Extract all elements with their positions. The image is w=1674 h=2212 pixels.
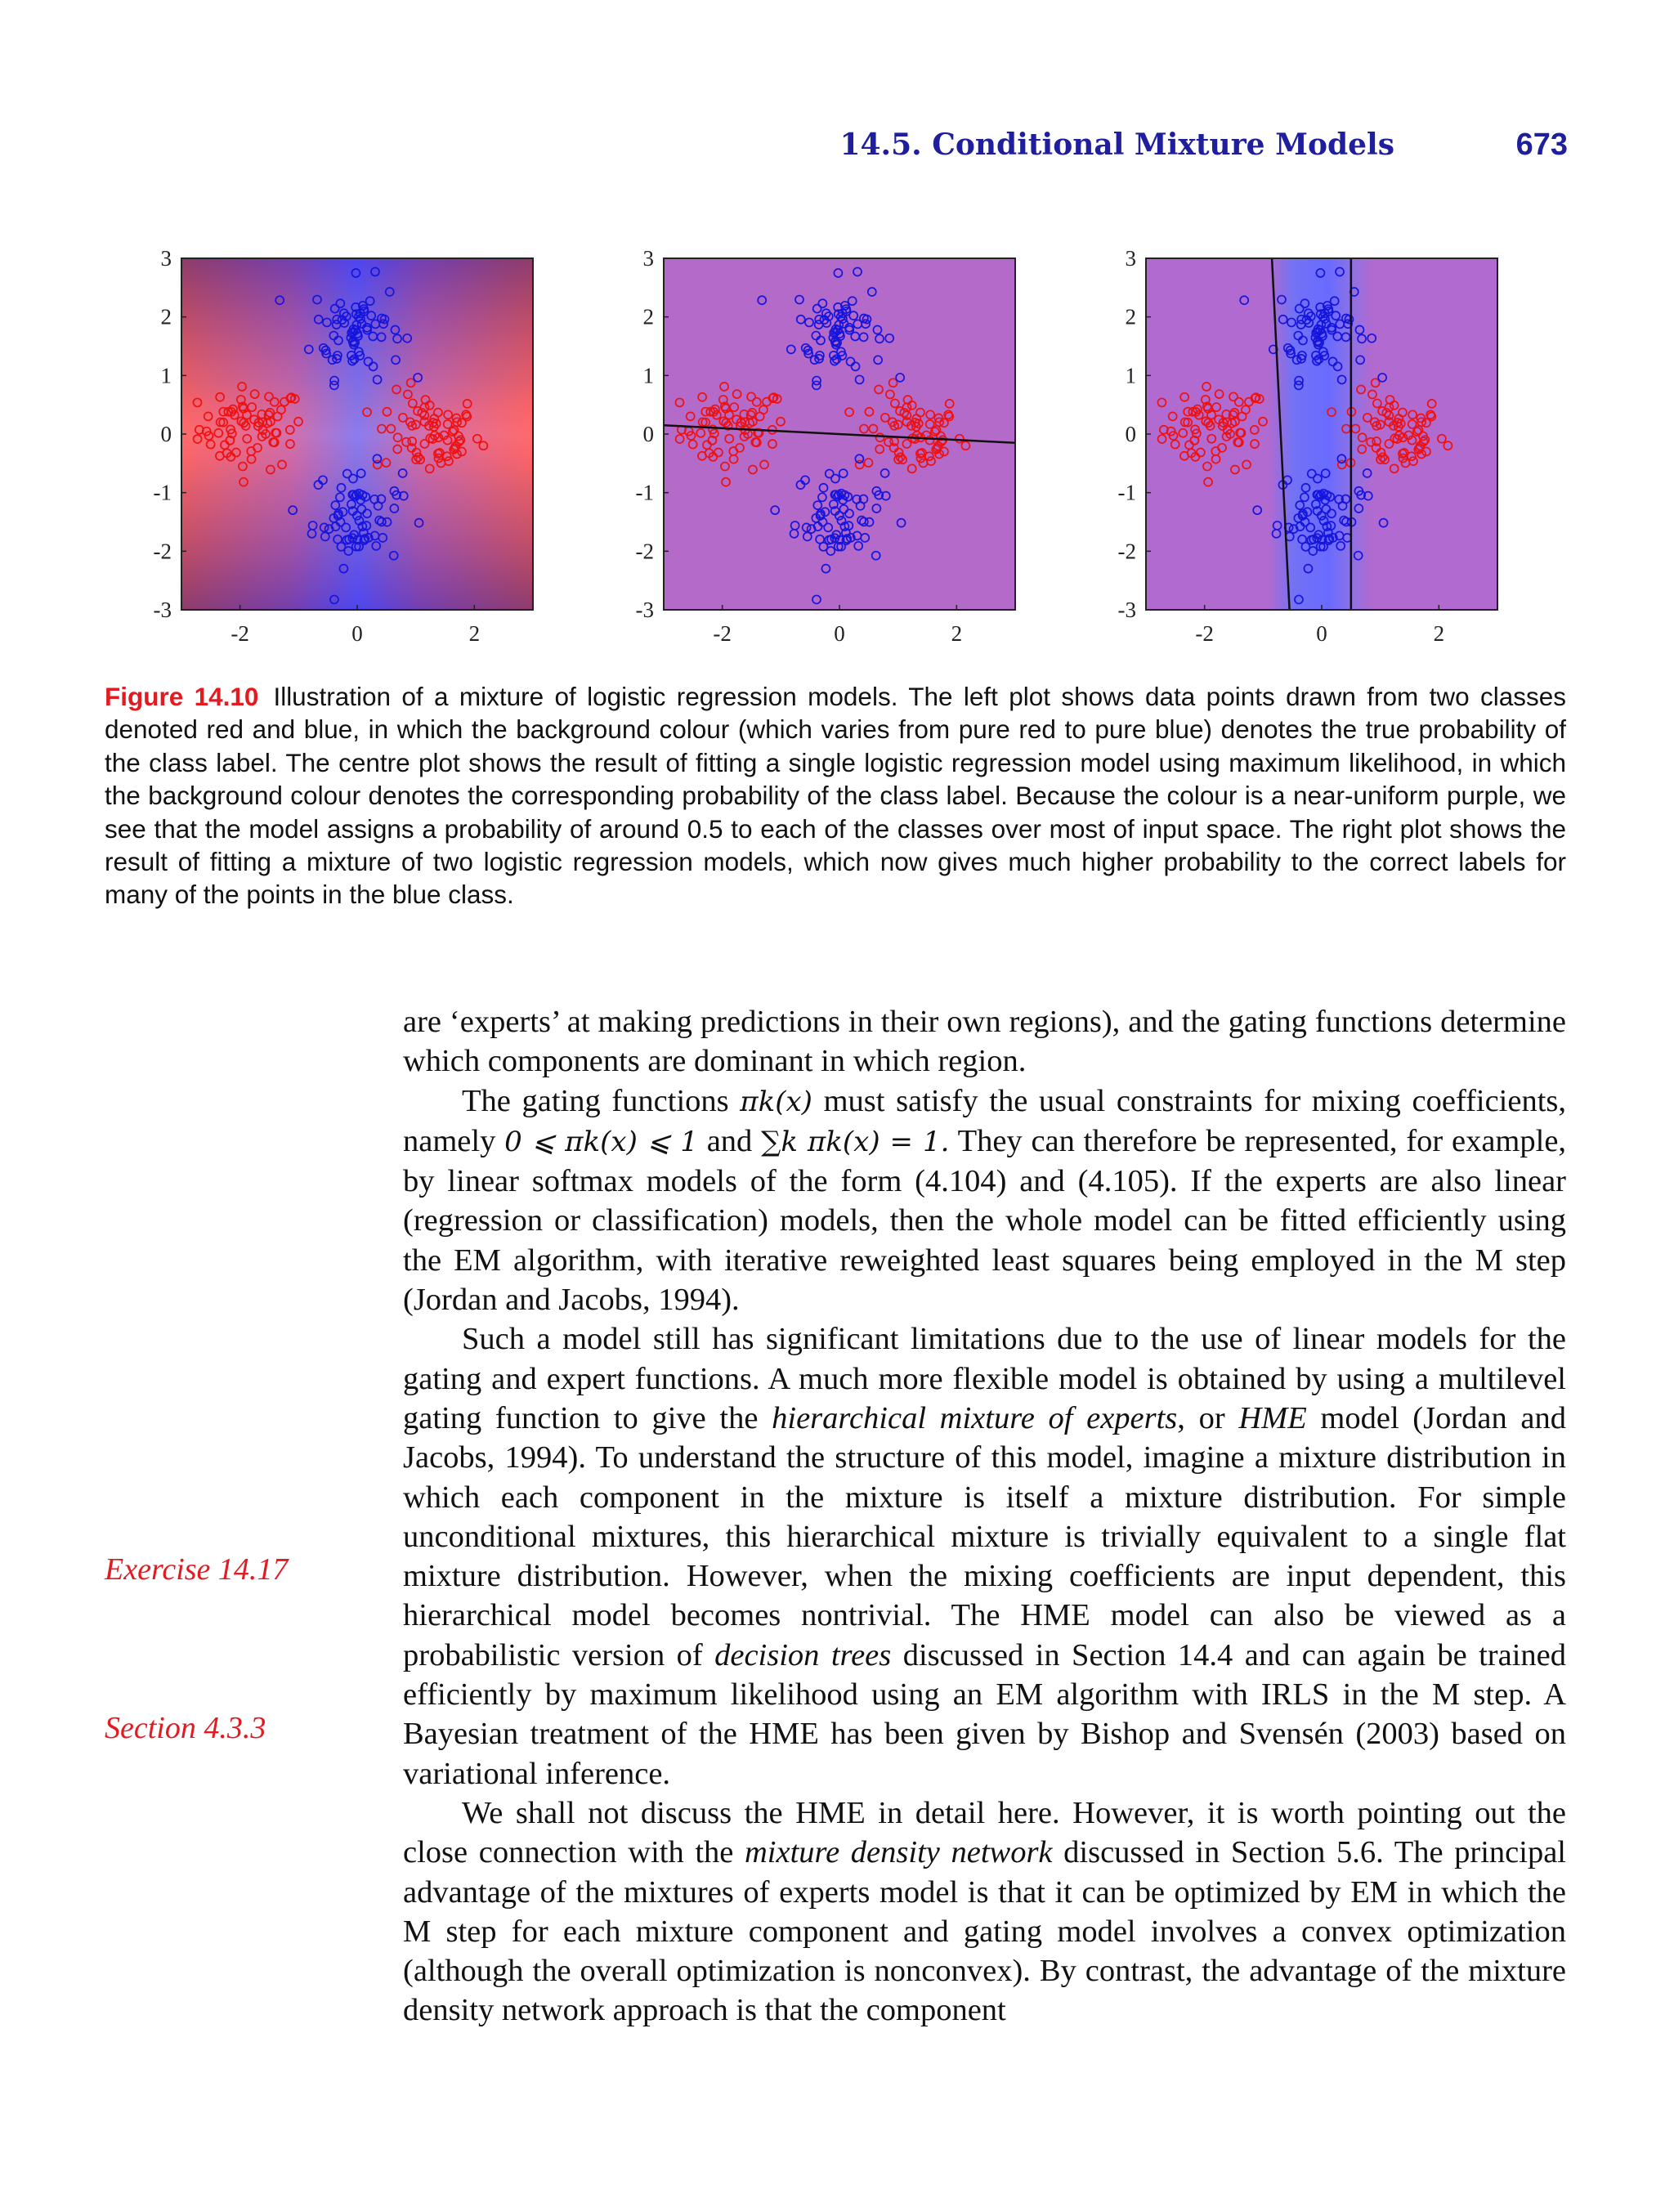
y-tick-label: 1	[160, 363, 172, 388]
y-tick-label: -2	[153, 539, 172, 564]
y-tick-label: 3	[160, 246, 172, 271]
y-tick-label: -3	[153, 598, 172, 622]
y-tick-label: -1	[1117, 480, 1136, 505]
x-tick-label: 2	[951, 621, 963, 646]
math-sum: ∑k πk(x) = 1.	[761, 1125, 950, 1158]
term-mdn: mixture density network	[745, 1835, 1053, 1870]
y-tick-label: 2	[642, 304, 654, 329]
x-tick-label: 2	[1433, 621, 1445, 646]
y-tick-label: 3	[1125, 246, 1136, 271]
x-tick-label: 0	[351, 621, 363, 646]
p2-text-a: The gating functions	[462, 1083, 729, 1118]
term-hme-full: hierarchical mixture of experts	[772, 1400, 1178, 1435]
term-decision-trees: decision trees	[714, 1637, 892, 1672]
figure-label: Figure 14.10	[105, 682, 259, 711]
figure-caption	[105, 680, 1566, 911]
paragraph-1: are ‘experts’ at making predictions in their own regions), and the gating functions determine which components are dominant in which region.	[403, 1005, 1566, 1079]
page-number: 673	[1515, 128, 1568, 162]
y-tick-label: 3	[642, 246, 654, 271]
p2-text-c: and	[706, 1123, 753, 1158]
p4-text-a: We shall not discuss the HME in detail here. However, it is worth pointing out the close connection with the	[403, 1795, 1566, 1870]
term-hme: HME	[1238, 1400, 1307, 1435]
p3-text-d: discussed in Section 14.4 and can again be trained efficiently by maximum likelihood using an EM algorithm with IRLS in the M step. A Bayesian treatment of the HME has been given by Bishop and Svensén (2003) based on variational inference.	[403, 1637, 1567, 1791]
caption-text: Illustration of a mixture of logistic regression models. The left plot shows data points drawn from two classes denoted red and blue, in which the background colour (which varies from pure red to pure blue) denotes the true probability of the class label. The centre plot shows the result of fitting a single logistic regression model using maximum likelihood, in which the background colour denotes the corresponding probability of the class label. Because the colour is a near-uniform purple, we see that the model assigns a probability of around 0.5 to each of the classes over most of input space. The right plot shows the result of fitting a mixture of two logistic regression models, which now gives much higher probability to the correct labels for many of the points in the blue class.	[105, 682, 1566, 910]
left-plot	[123, 242, 613, 667]
y-tick-label: 1	[1125, 363, 1136, 388]
right-plot-svg	[1087, 242, 1578, 667]
centre-plot-svg	[605, 242, 1095, 667]
y-tick-label: -2	[1117, 539, 1136, 564]
x-tick-label: 0	[834, 621, 845, 646]
p3-text-a: Such a model still has significant limitations due to the use of linear models for the gating and expert functions. A much more flexible model is obtained by using a multilevel gating function to give the	[403, 1322, 1566, 1435]
p2-text-b: must satisfy the usual constraints for mixing coefficients, namely	[403, 1083, 1567, 1158]
right-plot	[1087, 242, 1578, 667]
x-tick-label: 2	[468, 621, 481, 646]
y-tick-label: 0	[160, 422, 172, 446]
x-tick-label: -2	[231, 621, 249, 646]
body-text	[403, 1002, 1566, 2031]
y-tick-label: -2	[635, 539, 654, 564]
running-header	[0, 128, 1674, 177]
paragraph-3	[403, 1319, 1566, 1793]
p2-text-d: They can therefore be represented, for example, by linear softmax models of the form (4.104) and (4.105). If the experts are also linear (regression or classification) models, then the whole model can be fitted efficiently using the EM algorithm, with iterative reweighted least squares being employed in the M step (Jordan and Jacobs, 1994).	[403, 1123, 1567, 1318]
p3-text-b: , or	[1177, 1400, 1225, 1435]
x-tick-label: -2	[713, 621, 732, 646]
y-tick-label: 0	[642, 422, 654, 446]
y-tick-label: 2	[160, 304, 172, 329]
centre-plot	[605, 242, 1095, 667]
section-link[interactable]: Section 4.3.3	[105, 1711, 266, 1745]
section-title: 14.5. Conditional Mixture Models	[839, 128, 1394, 162]
figure-plots	[0, 242, 1674, 667]
p4-text-b: discussed in Section 5.6. The principal advantage of the mixtures of experts model is that it can be optimized by EM in which the M step for each mixture component and gating model involves a convex optimization (although the overall optimization is nonconvex). By contrast, the advantage of the mixture density network approach is that the component	[403, 1835, 1567, 2028]
y-tick-label: 1	[642, 363, 654, 388]
y-tick-label: -1	[153, 480, 172, 505]
y-tick-label: 2	[1125, 304, 1136, 329]
math-constraint: 0 ⩽ πk(x) ⩽ 1	[504, 1125, 698, 1158]
y-tick-label: -1	[635, 480, 654, 505]
math-pi-k: πk(x)	[740, 1085, 812, 1118]
left-plot-svg	[123, 242, 613, 667]
y-tick-label: -3	[635, 598, 654, 622]
p3-text-c: model (Jordan and Jacobs, 1994). To understand the structure of this model, imagine a mixture distribution in which each component in the mixture is itself a mixture distribution. For simple unconditional mixtures, this hierarchical mixture is trivially equivalent to a single flat mixture distribution. However, when the mixing coefficients are input dependent, this hierarchical model becomes nontrivial. The HME model can also be viewed as a probabilistic version of	[403, 1400, 1567, 1672]
paragraph-2	[403, 1081, 1566, 1320]
exercise-link[interactable]: Exercise 14.17	[105, 1552, 289, 1587]
y-tick-label: 0	[1125, 422, 1136, 446]
x-tick-label: 0	[1316, 621, 1327, 646]
y-tick-label: -3	[1117, 598, 1136, 622]
x-tick-label: -2	[1195, 621, 1214, 646]
paragraph-4	[403, 1793, 1566, 2031]
